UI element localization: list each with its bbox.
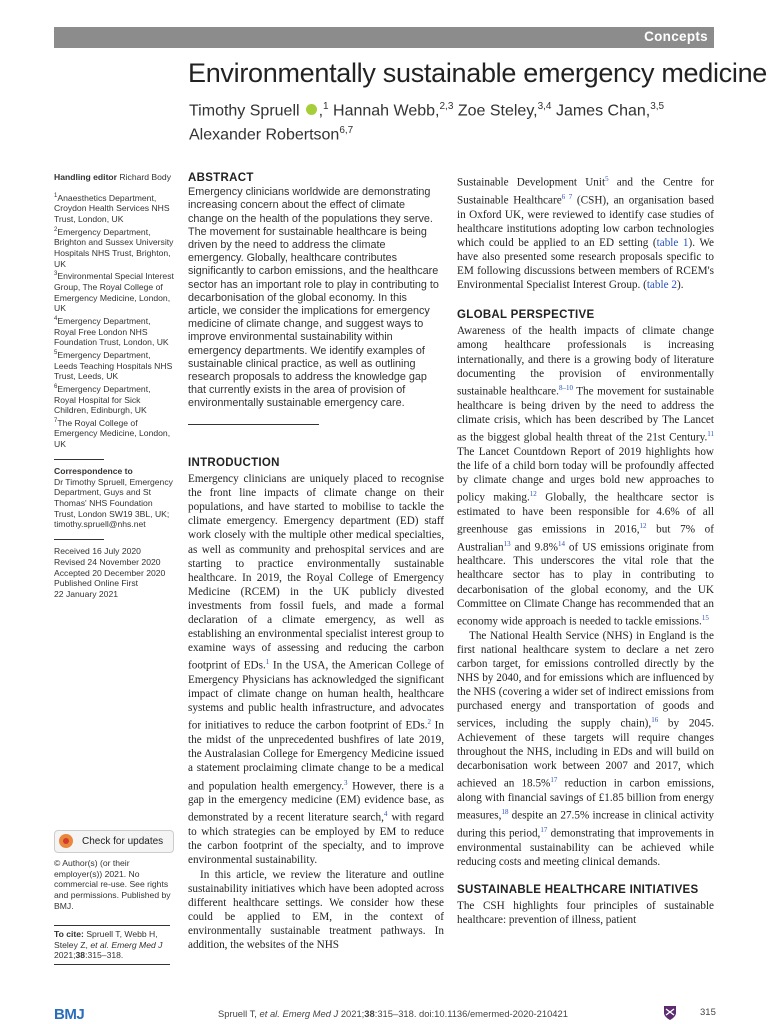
handling-editor: Handling editor Richard Body bbox=[54, 172, 172, 182]
affiliation-item: $^3$Environmental Special Interest Group, The Royal College of Emergency Medicine, London, UK bbox=[54, 271, 174, 314]
copyright-notice: © Author(s) (or their employer(s)) 2021. No commercial re-use. See rights and permissions. Published by BMJ. bbox=[54, 858, 171, 911]
article-dates bbox=[54, 546, 174, 600]
affiliation-item: $^7$The Royal College of Emergency Medicine, London, UK bbox=[54, 417, 171, 450]
check-for-updates-button[interactable] bbox=[54, 830, 174, 853]
ref-link[interactable]: 15 bbox=[701, 613, 709, 622]
page-number: 315 bbox=[700, 1007, 716, 1018]
ref-link[interactable]: 8–10 bbox=[558, 383, 573, 392]
intro-paragraph-2: In this article, we review the literature and outline sustainability initiatives which have been adopted across different healthcare settings. We consider how these could be applied to EM, in the context of environmentally sustainable treatment pathways. In addition, the websites of the NHS bbox=[188, 868, 444, 952]
crossmark-icon bbox=[59, 834, 73, 848]
ref-link[interactable]: 4 bbox=[383, 810, 388, 819]
ref-link[interactable]: 13 bbox=[503, 539, 511, 548]
affiliation-item: $^4$Emergency Department, Royal Free London NHS Foundation Trust, London, UK bbox=[54, 315, 169, 348]
ref-link[interactable]: 17 bbox=[550, 776, 558, 785]
date-accepted: Accepted 20 December 2020 bbox=[54, 567, 166, 578]
article-sidebar bbox=[54, 172, 174, 600]
orcid-icon[interactable] bbox=[306, 104, 317, 115]
column-left bbox=[188, 438, 444, 952]
table-2-link[interactable]: table 2 bbox=[646, 279, 677, 292]
ref-link[interactable]: 14 bbox=[557, 539, 565, 548]
intro-paragraph-1: Emergency clinicians are uniquely placed to recognise the front line impacts of climate change on their populations, and have started to mobilise to tackle the climate emergency. Emergency department (ED) staff work closely with the multiple other medical specialties, as well as community and prehospital services and are starting to practice environmentally sustainable healthcare. In 2019, the Royal College of Emergency Medicine (RCEM) in the UK publicly divested investments from fossil fuels, and made a formal declaration of a climate emergency, as well as establishing an environmental specialist interest group to examine ways of assessing and reducing the carbon footprint of EDs.$^1$ In the USA, the American College of Emergency Physicians has acknowledged the significant impact of climate change on human health, healthcare systems and public health infrastructure, and advocates for initiatives to reduce the carbon footprint of EDs.$^2$ In the midst of the unprecedented bushfires of late 2019, the Australasian College for Emergency Medicine issued a statement proclaiming climate change to be a medical and population health emergency.$^3$ However, there is a gap in the emergency medicine (EM) evidence base, as demonstrated by a recent literature search,$^4$ with regard to which strategies can be employed by EM to reduce the carbon footprint of the specialty, and to improve environmental sustainability. bbox=[188, 473, 444, 867]
ref-link[interactable]: 1 bbox=[265, 658, 270, 667]
affiliation-list bbox=[54, 191, 174, 450]
affiliation-item: $^1$Anaesthetics Department, Croydon Health Services NHS Trust, London, UK bbox=[54, 192, 170, 224]
check-for-updates-label: Check for updates bbox=[82, 836, 164, 847]
date-received: Received 16 July 2020 bbox=[54, 546, 141, 557]
article-title: Environmentally sustainable emergency medicine bbox=[188, 58, 768, 88]
abstract-section bbox=[188, 172, 441, 411]
global-perspective-heading: GLOBAL PERSPECTIVE bbox=[457, 309, 595, 322]
section-bar bbox=[54, 27, 714, 48]
global-paragraph-1: Awareness of the health impacts of climate change among healthcare professionals is increasing internationally, and there is a growing body of literature documenting the provision of environmentally sustainable healthcare.$^{8-10}$ The movement for sustainable healthcare is being driven by the need to address the climate crisis, which has been described by The Lancet as the biggest global health threat of the 21st Century.$^{11}$ The Lancet Countdown Report of 2019 highlights how the life of a child born today will be profoundly affected by climate change and urges bold new approaches to policy making.$^{12}$ Globally, the healthcare sector is estimated to have been responsible for 4.6% of all greenhouse gas emissions in 2016,12 but 7% of Australian$^{13}$ and 9.8%$^{14}$ of US emissions originate from healthcare. This underscores the vital role that the healthcare sector has to play in contributing to decarbonisation of the global economy, and the UK Committee on Climate Change has recommended that an economy wide approach is needed to tackle emissions.$^{15}$ bbox=[457, 325, 714, 628]
ref-link[interactable]: 18 bbox=[501, 808, 509, 817]
college-shield-icon bbox=[663, 1005, 677, 1021]
author-name[interactable]: Alexander Robertson bbox=[189, 126, 340, 144]
ref-link[interactable]: 2 bbox=[427, 718, 432, 727]
date-revised: Revised 24 November 2020 bbox=[54, 556, 161, 567]
bmj-logo[interactable]: BMJ bbox=[54, 1006, 85, 1023]
ref-link[interactable]: 16 bbox=[651, 716, 659, 725]
affiliation-item: $^6$Emergency Department, Royal Hospital for Sick Children, Edinburgh, UK bbox=[54, 383, 151, 416]
correspondence-block: Correspondence to Dr Timothy Spruell, Emergency Department, Guys and St Thomas' NHS Foundation Trust, London SW19 3BL, UK; timothy.spruell@nhs.net bbox=[54, 465, 173, 530]
abstract-heading: ABSTRACT bbox=[188, 172, 254, 184]
divider bbox=[54, 459, 104, 460]
table-1-link[interactable]: table 1 bbox=[656, 236, 689, 249]
section-label: Concepts bbox=[644, 29, 708, 44]
ref-link[interactable]: 3 bbox=[344, 778, 348, 787]
abstract-text: Emergency clinicians worldwide are demonstrating increasing concern about the effect of climate change on the health of the populations they serve. The movement for sustainable healthcare is being driven by the need to address the climate emergency. Globally, healthcare contributes significantly to carbon emissions, and the healthcare sector has an important role to play in contributing to decarbonisation of the global economy. In this article, we consider the implications for emergency medicine of climate change, and suggest ways to improve environmental sustainability within emergency departments. We identify examples of sustainable clinical practice, as well as outlining research proposals to address the knowledge gap that currently exists in the area of provision of environmentally sustainable emergency care. bbox=[188, 186, 439, 410]
ref-link[interactable]: 17 bbox=[540, 826, 548, 835]
affiliation-item: $^5$Emergency Department, Leeds Teaching Hospitals NHS Trust, Leeds, UK bbox=[54, 349, 173, 382]
date-published-label: Published Online First bbox=[54, 578, 139, 589]
author-name[interactable]: James Chan, bbox=[555, 102, 651, 120]
methods-paragraph: Sustainable Development Unit$^5$ and the Centre for Sustainable Healthcare$^{6 7}$ (CSH), an organisation based in Oxford UK, were reviewed to identify case studies of healthcare institutions adopting low carbon technologies which could be applied to an ED setting (table 1). We have also presented some research proposals specific to EM following discussions between members of RCEM's Environmental Specialist Interest Group. (table 2). bbox=[457, 175, 714, 292]
ref-link[interactable]: 12 bbox=[639, 521, 647, 530]
author-name[interactable]: Timothy Spruell bbox=[189, 102, 300, 120]
ref-link[interactable]: 11 bbox=[707, 429, 714, 438]
author-name[interactable]: Hannah Webb, bbox=[333, 102, 440, 120]
ref-link[interactable]: 6 7 bbox=[561, 192, 573, 201]
column-right bbox=[457, 172, 714, 927]
initiatives-heading: SUSTAINABLE HEALTHCARE INITIATIVES bbox=[457, 884, 699, 897]
author-name[interactable]: Zoe Steley, bbox=[457, 102, 538, 120]
author-list: Timothy Spruell ,$^1$ Hannah Webb,$^{2,3}$ Zoe Steley,$^{3,4}$ James Chan,$^{3,5}$ Alexander Robertson$^{6,7}$ bbox=[189, 101, 665, 144]
divider bbox=[54, 539, 104, 540]
affiliation-item: $^2$Emergency Department, Brighton and Sussex University Hospitals NHS Trust, Brighton, UK bbox=[54, 226, 174, 269]
initiatives-paragraph: The CSH highlights four principles of sustainable healthcare: prevention of illness, patient bbox=[457, 900, 714, 927]
correspondence-text[interactable]: Dr Timothy Spruell, Emergency Department, Guys and St Thomas' NHS Foundation Trust, London SW19 3BL, UK; timothy.spruell@nhs.net bbox=[54, 476, 173, 530]
ref-link[interactable]: 5 bbox=[605, 175, 609, 183]
introduction-heading: INTRODUCTION bbox=[188, 457, 280, 469]
to-cite-box: To cite: Spruell T, Webb H, Steley Z, et al. Emerg Med J 2021;38:315–318. bbox=[54, 925, 170, 965]
footer-citation: Spruell T, et al. Emerg Med J 2021;38:315–318. doi:10.1136/emermed-2020-210421 bbox=[218, 1008, 568, 1019]
date-published: 22 January 2021 bbox=[54, 588, 119, 599]
global-paragraph-2: The National Health Service (NHS) in England is the first national healthcare system to declare a net zero carbon target, for emissions controlled directly by the NHS by 2040, and for emissions which are influenced by the NHS (covering a wider set of indirect emissions from purchased energy and transportation of goods and services, including the supply chain),$^{16}$ by 2045. Achievement of these targets will require changes throughout the NHS, including in EDs and will build on decarbonisation work between 2007 and 2017, which achieved an 18.5%$^{17}$ reduction in carbon emissions, along with financial savings of £1.85 billion from energy measures,$^{18}$ despite an 27.5% increase in clinical activity during this period,$^{17}$ demonstrating that improvements in environmental sustainability can be achieved while reducing costs and meeting clinical demands. bbox=[457, 629, 715, 868]
ref-link[interactable]: 12 bbox=[529, 489, 537, 498]
abstract-divider bbox=[188, 424, 319, 425]
